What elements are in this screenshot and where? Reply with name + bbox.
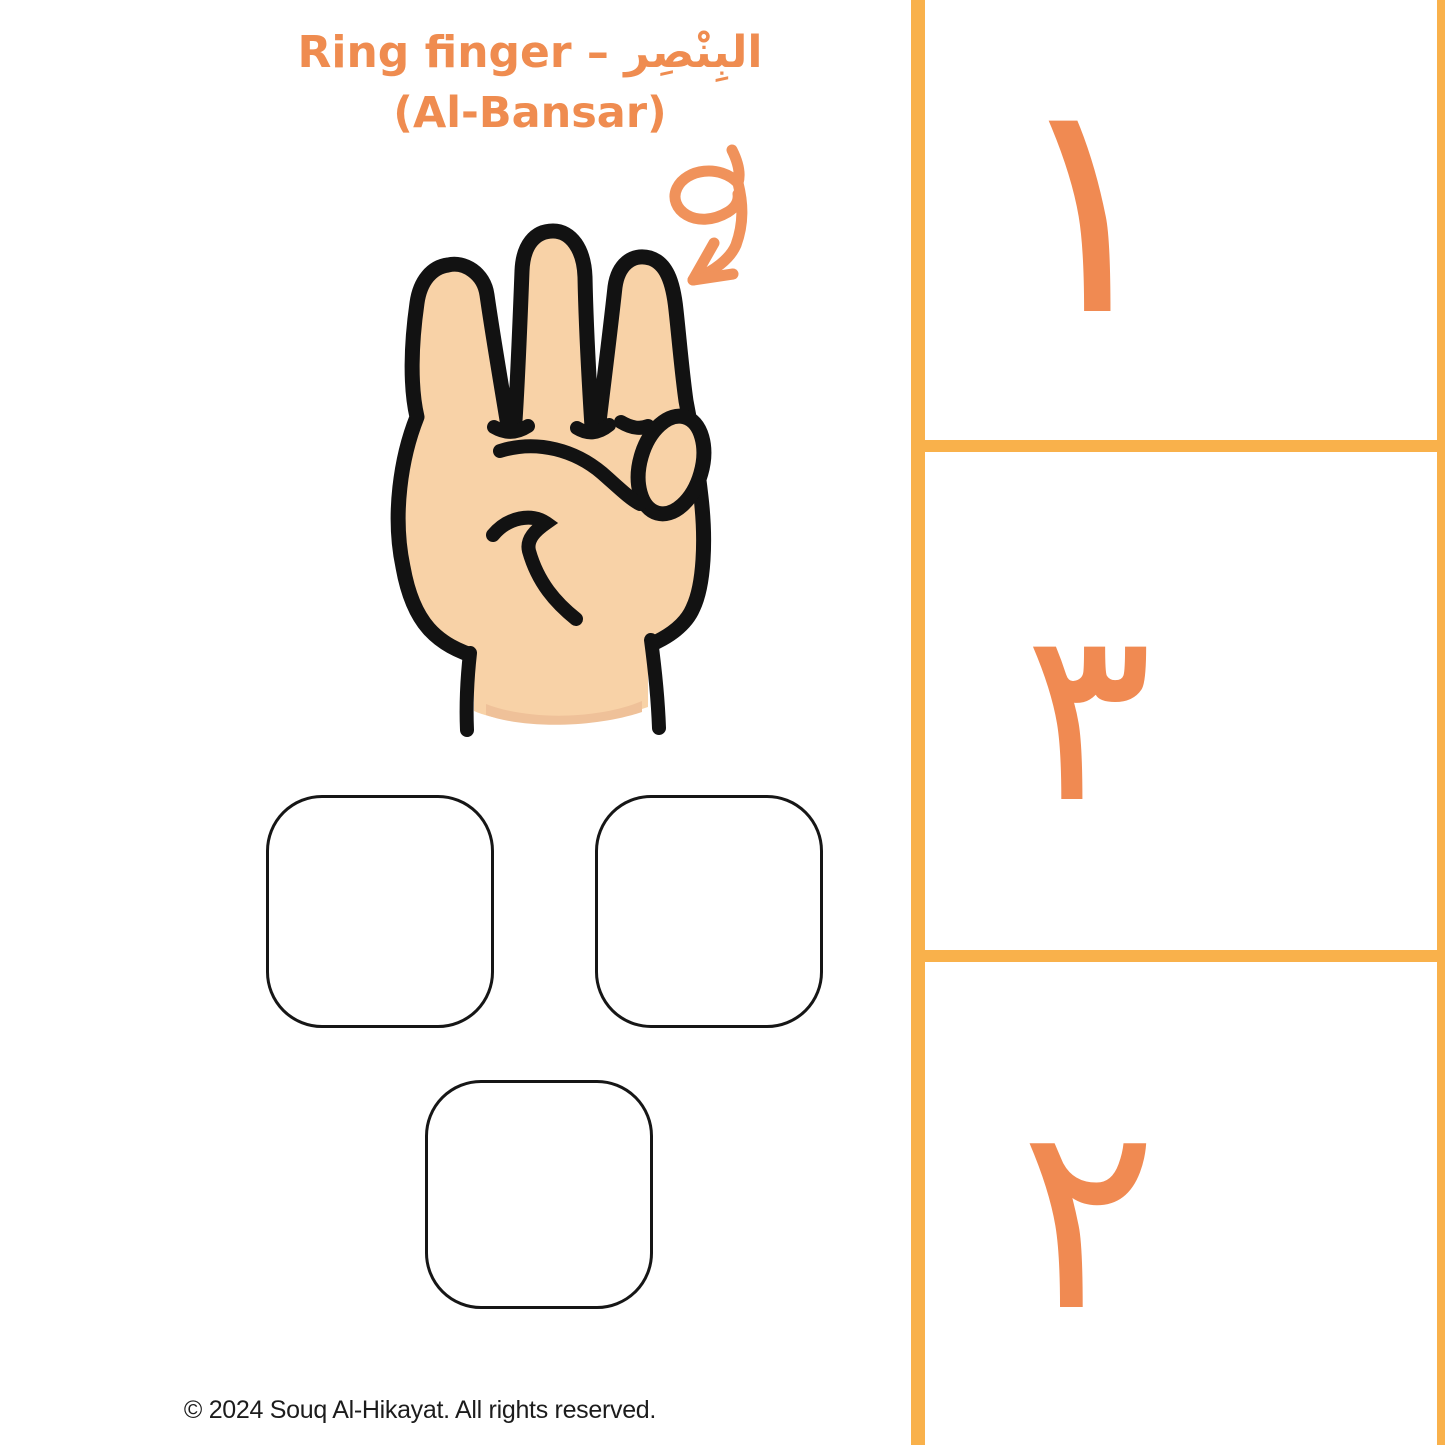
number-cell-1 — [925, 0, 1437, 440]
title-line-transliteration: (Al-Bansar) — [393, 88, 667, 138]
arabic-numeral-one: ١ — [1007, 33, 1170, 382]
number-column — [911, 0, 1445, 1445]
copyright-text: © 2024 Souq Al-Hikayat. All rights reserved. — [183, 1396, 657, 1424]
page-title — [230, 22, 830, 142]
hand-three-fingers-illustration — [390, 215, 810, 745]
arabic-numeral-three: ٣ — [1024, 576, 1153, 856]
answer-box-3 — [425, 1080, 653, 1309]
number-cell-3 — [925, 962, 1437, 1445]
answer-box-2 — [595, 795, 823, 1028]
arabic-numeral-two: ٢ — [1019, 1068, 1158, 1368]
cell-divider — [925, 950, 1437, 962]
title-line-english-arabic: Ring finger – البِنْصِر — [297, 27, 763, 78]
cell-divider — [925, 440, 1437, 452]
answer-box-1 — [266, 795, 494, 1028]
number-cell-2 — [925, 452, 1437, 950]
